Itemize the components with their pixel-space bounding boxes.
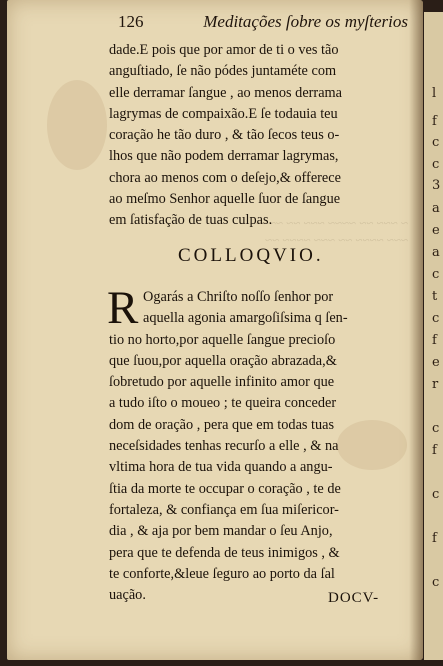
running-title: Meditações ſobre os myſterios (203, 12, 408, 31)
facing-page-glyph: c (432, 487, 440, 502)
facing-page-glyph: c (432, 157, 440, 172)
facing-page-glyph: f (432, 333, 437, 348)
text-line: dia , & aja por bem mandar o ſeu Anjo, (109, 523, 333, 540)
facing-page-glyph: r (432, 377, 439, 392)
facing-page-glyph: 3 (432, 178, 441, 193)
paper-stain (47, 80, 107, 170)
facing-page-glyph: c (432, 575, 440, 590)
colloquio-paragraph (107, 282, 409, 606)
text-line: ſobretudo por aquelle infinito amor que (109, 374, 335, 391)
text-line: dom de oração , pera que em todas tuas (109, 416, 335, 433)
catchword: DOCV- (328, 590, 380, 606)
text-line: elle derramar ſangue , ao menos derrama (109, 84, 343, 101)
text-line: aquella agonia amargoſiſsima q ſen- (143, 310, 348, 327)
facing-page-glyph: e (432, 355, 440, 370)
facing-page-glyph: f (432, 443, 437, 458)
facing-page-glyph: f (432, 114, 437, 129)
text-line: uação. (109, 587, 146, 604)
text-line: dade.E pois que por amor de ti o ves tão (109, 42, 339, 58)
text-line: que ſuou,por aquella oração abrazada,& (109, 352, 337, 369)
facing-page-glyph: c (432, 311, 440, 326)
facing-page-glyph: a (432, 245, 440, 260)
text-line: anguſtiado, ſe não pódes juntaméte com (109, 63, 337, 80)
text-line: vltima hora de tua vida quando a angu- (109, 459, 333, 476)
facing-page-glyph: t (432, 289, 438, 304)
section-heading: COLLOQVIO. (178, 245, 324, 266)
text-line: chora ao menos com o deſejo,& offerece (109, 169, 341, 186)
running-header (118, 12, 408, 32)
show-through-text: ~ ~~~ ~~ ~~~~ ~~~ ~~ ~~~~ ~~~ ~~~~ ~~ ~~~ ~~~~ ~~ (254, 215, 408, 247)
text-line: pera que te defenda de teus inimigos , & (109, 544, 340, 561)
facing-page-edge (424, 12, 443, 660)
text-line: em ſatisfação de tuas culpas. (109, 212, 273, 229)
gutter-shadow (409, 0, 423, 660)
facing-page-glyph: c (432, 267, 440, 282)
text-line: Ogarás a Chriſto noſſo ſenhor por (143, 289, 334, 305)
text-line: a tudo iſto o moueo ; te queira conceder (109, 395, 337, 412)
text-line: coração he tão duro , & tão ſecos teus o- (109, 127, 340, 144)
facing-page-glyph: a (432, 201, 440, 216)
text-line: tio no horto,por aquelle ſangue precioſo (109, 331, 336, 348)
text-line: ao meſmo Senhor aquelle ſuor de ſangue (109, 191, 341, 208)
text-line: ſtia da morte te occupar o coração , te de (109, 480, 341, 497)
facing-page-glyph: f (432, 531, 437, 546)
text-line: te conforte,&leue ſeguro ao porto da ſal (109, 565, 335, 582)
top-paragraph (109, 40, 409, 232)
text-line: fortaleza, & confiança em ſua miſericor- (109, 501, 339, 518)
facing-page-glyph: e (432, 223, 440, 238)
text-line: lagrymas de compaixão.E ſe todauia teu (109, 105, 338, 122)
facing-page-glyph: c (432, 421, 440, 436)
facing-page-glyph: c (432, 135, 440, 150)
page-number: 126 (118, 12, 144, 31)
text-line: neceſsidades tenhas recurſo a elle , & na (109, 438, 339, 455)
facing-page-glyph: l (432, 86, 437, 101)
drop-cap: R (107, 282, 139, 334)
text-line: lhos que não podem derramar lagrymas, (109, 148, 339, 165)
